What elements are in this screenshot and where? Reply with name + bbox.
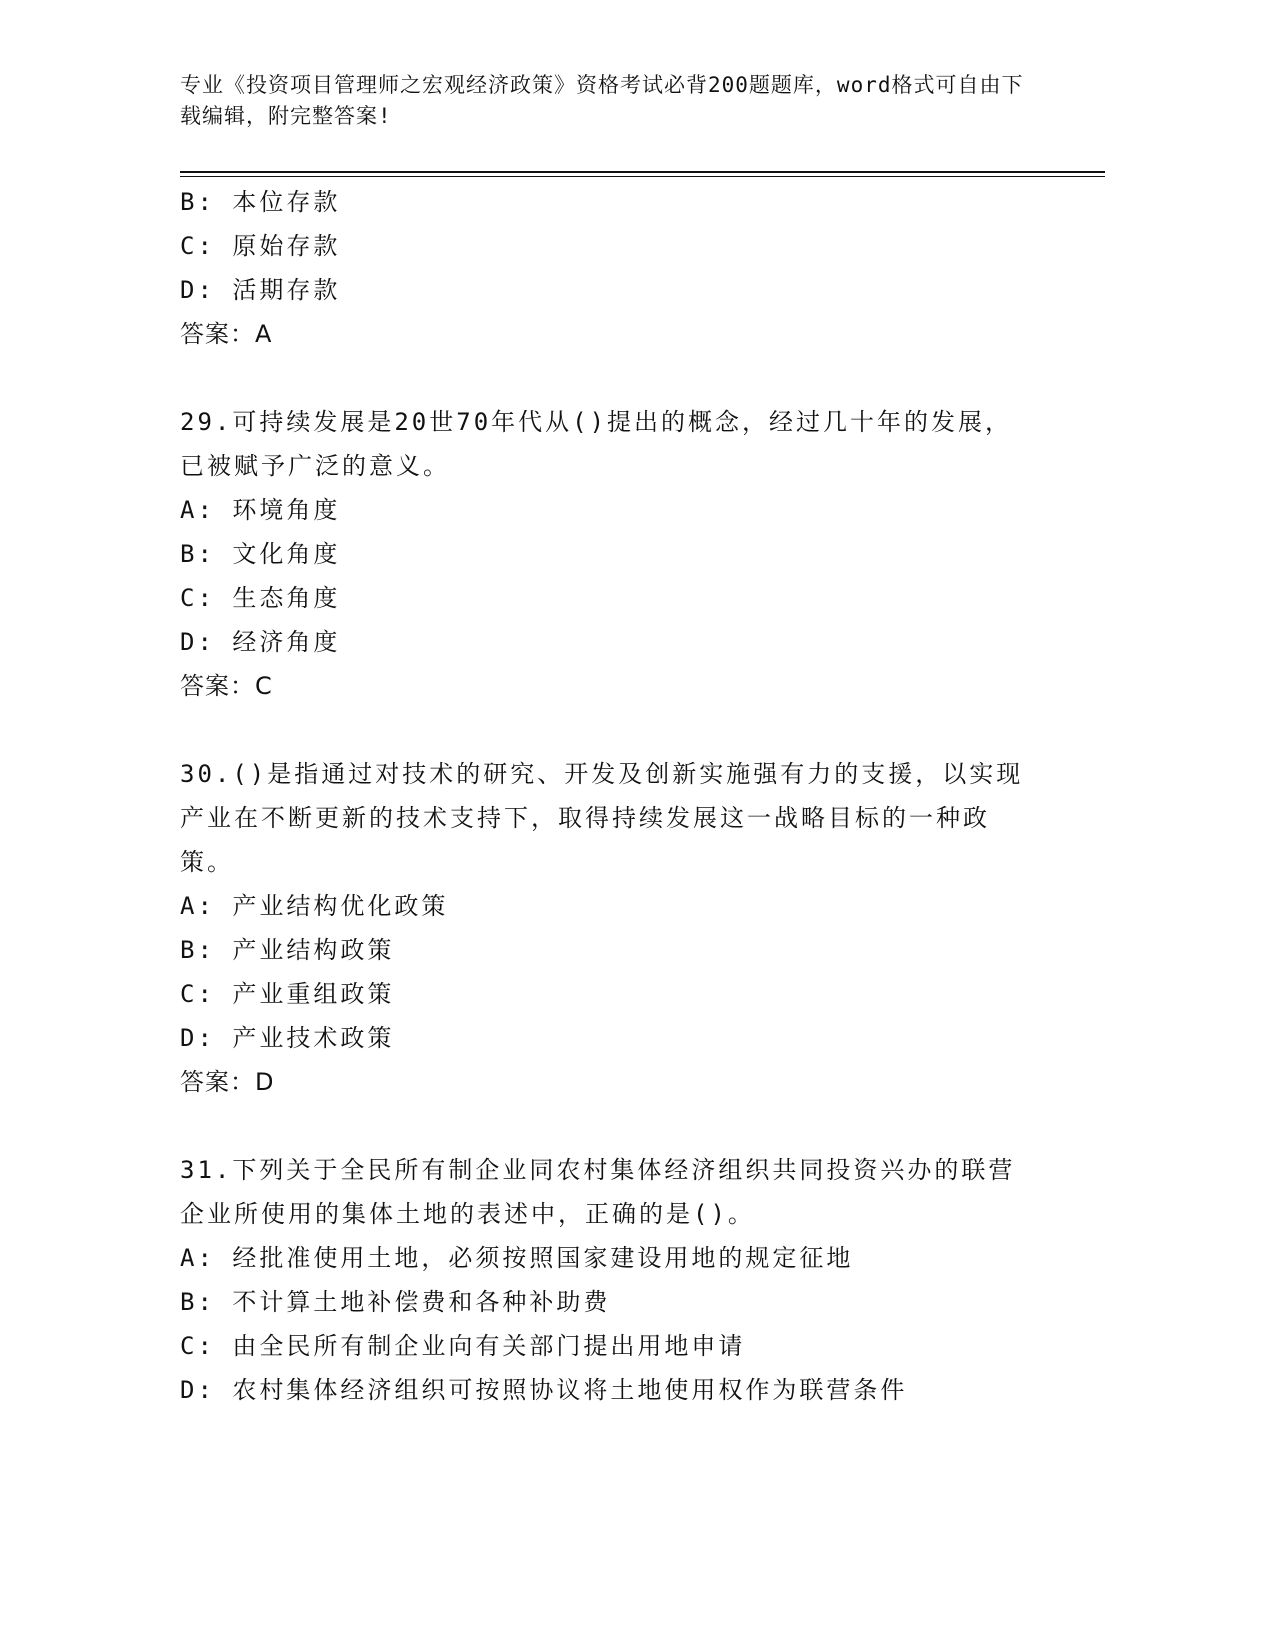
option: C: 由全民所有制企业向有关部门提出用地申请 xyxy=(180,1332,746,1360)
question-30 xyxy=(180,752,1030,1104)
option: D: 产业技术政策 xyxy=(180,1024,395,1052)
question-29 xyxy=(180,400,1030,708)
question-text: 31.下列关于全民所有制企业同农村集体经济组织共同投资兴办的联营企业所使用的集体土地的表述中，正确的是()。 xyxy=(180,1156,1016,1228)
question-text: 29.可持续发展是20世70年代从()提出的概念，经过几十年的发展，已被赋予广泛的意义。 xyxy=(180,408,1013,480)
header-divider-thick xyxy=(180,171,1105,173)
document-body xyxy=(180,180,1030,1412)
question-31 xyxy=(180,1148,1030,1412)
option: C: 生态角度 xyxy=(180,584,341,612)
option: A: 环境角度 xyxy=(180,496,341,524)
answer: 答案：D xyxy=(180,1068,275,1096)
option: D: 经济角度 xyxy=(180,628,341,656)
option: B: 本位存款 xyxy=(180,188,341,216)
header-divider-thin xyxy=(180,176,1105,177)
document-header: 专业《投资项目管理师之宏观经济政策》资格考试必背200题题库，word格式可自由下载编辑，附完整答案! xyxy=(180,73,1024,128)
question-text: 30.()是指通过对技术的研究、开发及创新实施强有力的支援，以实现产业在不断更新的技术支持下，取得持续发展这一战略目标的一种政策。 xyxy=(180,760,1024,876)
option: B: 文化角度 xyxy=(180,540,341,568)
option: C: 产业重组政策 xyxy=(180,980,395,1008)
option: D: 活期存款 xyxy=(180,276,341,304)
option: B: 不计算土地补偿费和各种补助费 xyxy=(180,1288,611,1316)
answer: 答案：C xyxy=(180,672,273,700)
option: D: 农村集体经济组织可按照协议将土地使用权作为联营条件 xyxy=(180,1376,908,1404)
answer: 答案：A xyxy=(180,320,273,348)
option: A: 经批准使用土地，必须按照国家建设用地的规定征地 xyxy=(180,1244,854,1272)
partial-question xyxy=(180,180,1030,356)
option: A: 产业结构优化政策 xyxy=(180,892,449,920)
option: B: 产业结构政策 xyxy=(180,936,395,964)
option: C: 原始存款 xyxy=(180,232,341,260)
